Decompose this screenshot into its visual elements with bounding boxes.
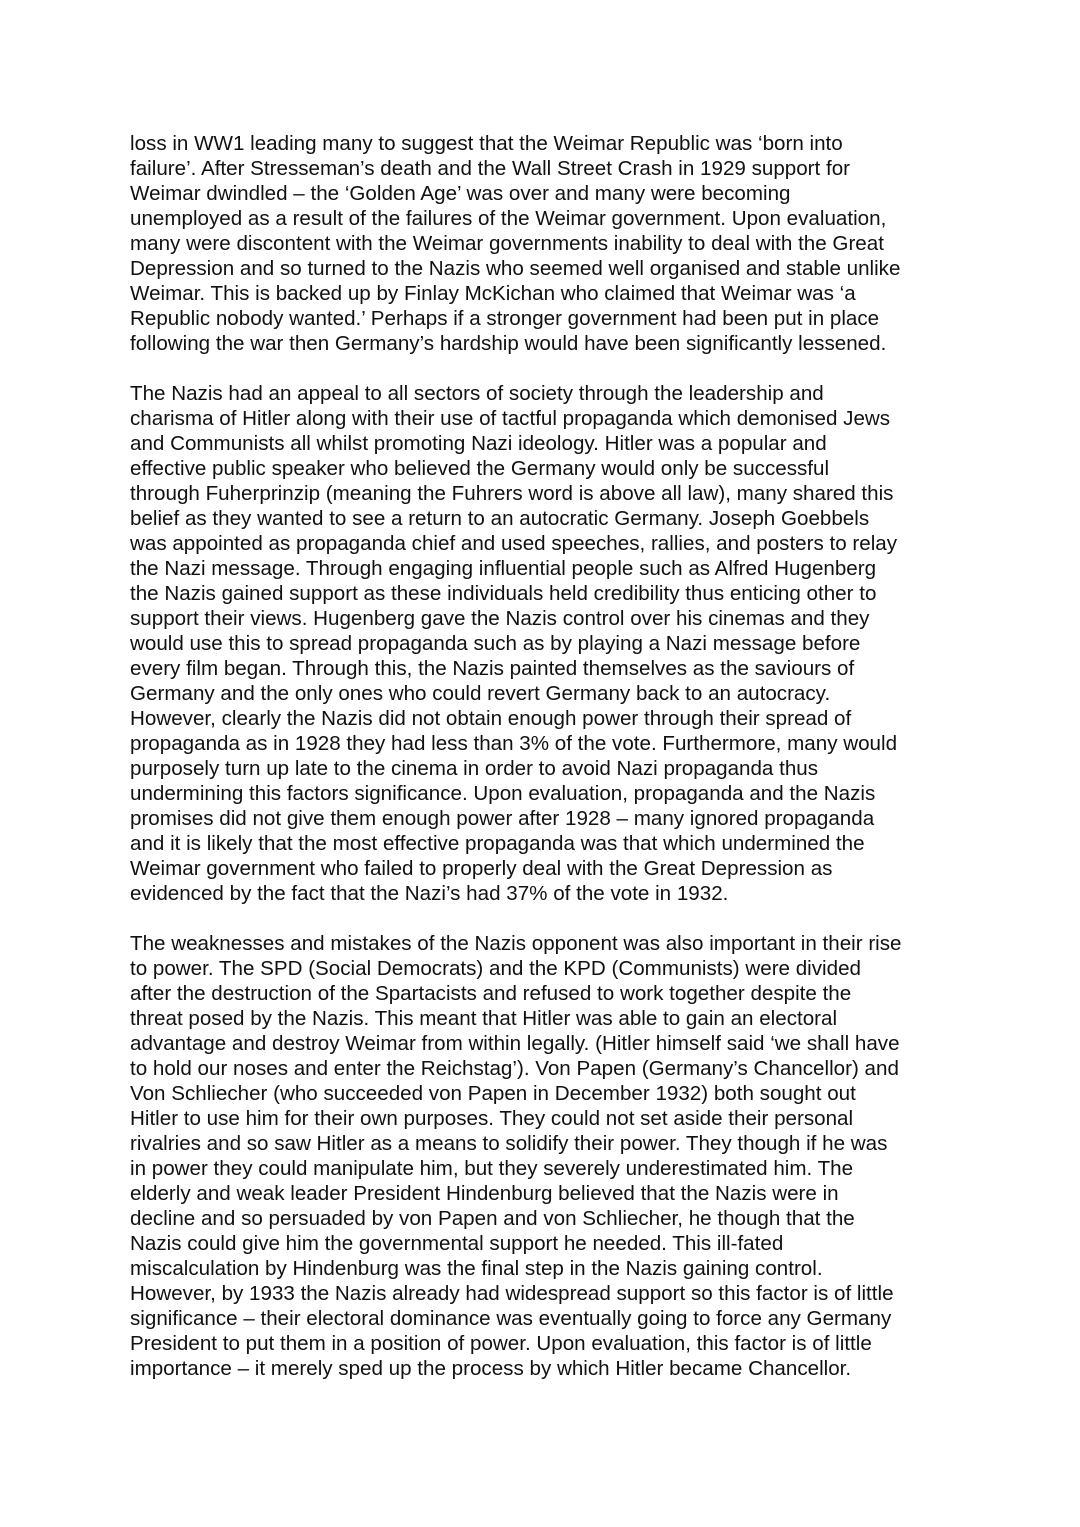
text-line: and it is likely that the most effective propaganda was that which undermined the	[130, 832, 865, 855]
text-line: The weaknesses and mistakes of the Nazis opponent was also important in their rise	[130, 932, 902, 955]
text-line: miscalculation by Hindenburg was the final step in the Nazis gaining control.	[130, 1257, 823, 1280]
text-line: the Nazi message. Through engaging influential people such as Alfred Hugenberg	[130, 557, 877, 580]
text-line: to hold our noses and enter the Reichstag’). Von Papen (Germany’s Chancellor) and	[130, 1057, 899, 1080]
text-line: through Fuherprinzip (meaning the Fuhrers word is above all law), many shared this	[130, 482, 894, 505]
paragraph-nazi-propaganda	[130, 381, 965, 906]
text-line: and Communists all whilst promoting Nazi ideology. Hitler was a popular and	[130, 432, 827, 455]
text-line: was appointed as propaganda chief and used speeches, rallies, and posters to relay	[130, 532, 898, 555]
text-line: support their views. Hugenberg gave the Nazis control over his cinemas and they	[130, 607, 870, 630]
text-line: undermining this factors significance. Upon evaluation, propaganda and the Nazis	[130, 782, 876, 805]
text-line: Hitler to use him for their own purposes. They could not set aside their personal	[130, 1107, 854, 1130]
text-line: following the war then Germany’s hardship would have been significantly lessened.	[130, 332, 887, 355]
text-line: rivalries and so saw Hitler as a means to solidify their power. They though if he was	[130, 1132, 888, 1155]
text-line: many were discontent with the Weimar governments inability to deal with the Great	[130, 232, 884, 255]
text-line: propaganda as in 1928 they had less than 3% of the vote. Furthermore, many would	[130, 732, 898, 755]
text-line: President to put them in a position of power. Upon evaluation, this factor is of little	[130, 1332, 872, 1355]
text-line: Germany and the only ones who could revert Germany back to an autocracy.	[130, 682, 831, 705]
text-line: charisma of Hitler along with their use of tactful propaganda which demonised Jews	[130, 407, 891, 430]
text-line: However, clearly the Nazis did not obtain enough power through their spread of	[130, 707, 852, 730]
text-line: to power. The SPD (Social Democrats) and the KPD (Communists) were divided	[130, 957, 861, 980]
text-line: advantage and destroy Weimar from within legally. (Hitler himself said ‘we shall have	[130, 1032, 900, 1055]
paragraph-weimar-failure	[130, 131, 965, 356]
text-line: would use this to spread propaganda such as by playing a Nazi message before	[130, 632, 861, 655]
text-line: evidenced by the fact that the Nazi’s had 37% of the vote in 1932.	[130, 882, 729, 905]
text-line: Weimar government who failed to properly deal with the Great Depression as	[130, 857, 833, 880]
text-line: unemployed as a result of the failures of the Weimar government. Upon evaluation,	[130, 207, 887, 230]
text-line: The Nazis had an appeal to all sectors of society through the leadership and	[130, 382, 824, 405]
text-line: belief as they wanted to see a return to an autocratic Germany. Joseph Goebbels	[130, 507, 870, 530]
text-line: failure’. After Stresseman’s death and the Wall Street Crash in 1929 support for	[130, 157, 851, 180]
text-line: Nazis could give him the governmental support he needed. This ill-fated	[130, 1232, 784, 1255]
paragraph-opponents-weaknesses	[130, 931, 965, 1381]
text-line: Republic nobody wanted.’ Perhaps if a stronger government had been put in place	[130, 307, 880, 330]
text-line: the Nazis gained support as these individuals held credibility thus enticing other to	[130, 582, 877, 605]
text-line: importance – it merely sped up the process by which Hitler became Chancellor.	[130, 1357, 852, 1380]
text-line: in power they could manipulate him, but they severely underestimated him. The	[130, 1157, 854, 1180]
text-line: However, by 1933 the Nazis already had widespread support so this factor is of little	[130, 1282, 894, 1305]
text-line: loss in WW1 leading many to suggest that the Weimar Republic was ‘born into	[130, 132, 843, 155]
text-line: Weimar dwindled – the ‘Golden Age’ was over and many were becoming	[130, 182, 791, 205]
text-line: Depression and so turned to the Nazis who seemed well organised and stable unlike	[130, 257, 901, 280]
document-page	[130, 131, 965, 1406]
text-line: effective public speaker who believed the Germany would only be successful	[130, 457, 830, 480]
text-line: Weimar. This is backed up by Finlay McKichan who claimed that Weimar was ‘a	[130, 282, 856, 305]
text-line: threat posed by the Nazis. This meant that Hitler was able to gain an electoral	[130, 1007, 838, 1030]
text-line: elderly and weak leader President Hindenburg believed that the Nazis were in	[130, 1182, 839, 1205]
text-line: Von Schliecher (who succeeded von Papen in December 1932) both sought out	[130, 1082, 856, 1105]
text-line: significance – their electoral dominance was eventually going to force any Germany	[130, 1307, 892, 1330]
text-line: purposely turn up late to the cinema in order to avoid Nazi propaganda thus	[130, 757, 819, 780]
text-line: every film began. Through this, the Nazis painted themselves as the saviours of	[130, 657, 855, 680]
text-line: decline and so persuaded by von Papen and von Schliecher, he though that the	[130, 1207, 855, 1230]
text-line: promises did not give them enough power after 1928 – many ignored propaganda	[130, 807, 875, 830]
text-line: after the destruction of the Spartacists and refused to work together despite the	[130, 982, 852, 1005]
